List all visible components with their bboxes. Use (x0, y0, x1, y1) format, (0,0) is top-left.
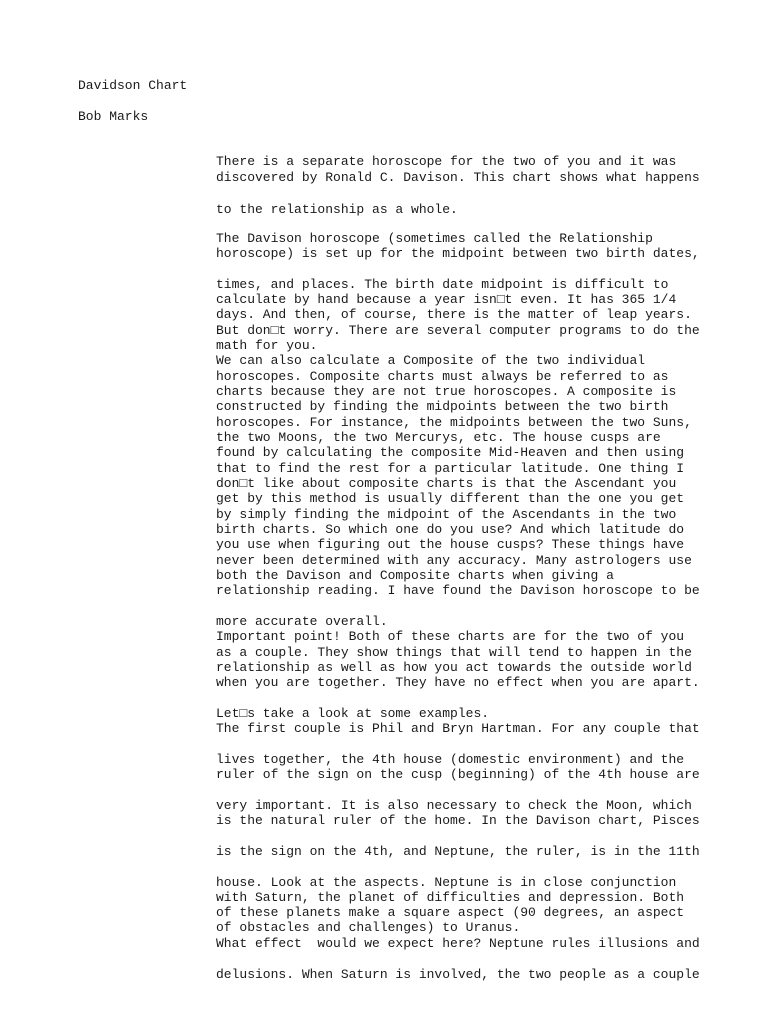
body-line: horoscopes. Composite charts must always be referred to as (216, 369, 669, 384)
body-line: to the relationship as a whole. (216, 202, 458, 217)
body-line: constructed by finding the midpoints between the two birth (216, 399, 669, 414)
body-line: horoscope) is set up for the midpoint between two birth dates, (216, 246, 700, 261)
body-line: birth charts. So which one do you use? And which latitude do (216, 522, 685, 537)
body-line: The first couple is Phil and Bryn Hartman. For any couple that (216, 721, 700, 736)
body-line: more accurate overall. (216, 614, 388, 629)
body-line: calculate by hand because a year isn□t even. It has 365 1/4 (216, 292, 677, 307)
body-line: with Saturn, the planet of difficulties and depression. Both (216, 890, 685, 905)
body-line: of obstacles and challenges) to Uranus. (216, 920, 521, 935)
body-line: But don□t worry. There are several computer programs to do the (216, 323, 700, 338)
body-line: both the Davison and Composite charts when giving a (216, 568, 614, 583)
body-line: We can also calculate a Composite of the two individual (216, 353, 646, 368)
body-line: found by calculating the composite Mid-Heaven and then using (216, 445, 685, 460)
body-line: relationship as well as how you act towards the outside world (216, 660, 692, 675)
document-title: Davidson Chart (78, 78, 188, 93)
body-line: days. And then, of course, there is the matter of leap years. (216, 307, 692, 322)
body-line: discovered by Ronald C. Davison. This chart shows what happens (216, 170, 700, 185)
body-line: very important. It is also necessary to check the Moon, which (216, 798, 692, 813)
body-line: horoscopes. For instance, the midpoints between the two Suns, (216, 415, 692, 430)
body-line: you use when figuring out the house cusps? These things have (216, 537, 685, 552)
body-line: don□t like about composite charts is that the Ascendant you (216, 476, 677, 491)
body-line: charts because they are not true horoscopes. A composite is (216, 384, 677, 399)
body-line: Let□s take a look at some examples. (216, 706, 490, 721)
body-line: of these planets make a square aspect (90 degrees, an aspect (216, 905, 685, 920)
body-line: never been determined with any accuracy. Many astrologers use (216, 553, 692, 568)
body-line: What effect would we expect here? Neptune rules illusions and (216, 936, 700, 951)
body-line: delusions. When Saturn is involved, the two people as a couple (216, 967, 700, 982)
body-line: as a couple. They show things that will tend to happen in the (216, 645, 692, 660)
body-line: lives together, the 4th house (domestic environment) and the (216, 752, 685, 767)
body-line: is the sign on the 4th, and Neptune, the ruler, is in the 11th (216, 844, 700, 859)
body-line: ruler of the sign on the cusp (beginning) of the 4th house are (216, 767, 700, 782)
body-line: the two Moons, the two Mercurys, etc. The house cusps are (216, 430, 661, 445)
body-line: get by this method is usually different than the one you get (216, 491, 685, 506)
body-line: math for you. (216, 338, 318, 353)
body-line: Important point! Both of these charts are for the two of you (216, 629, 685, 644)
body-line: that to find the rest for a particular latitude. One thing I (216, 461, 685, 476)
body-line: is the natural ruler of the home. In the Davison chart, Pisces (216, 813, 700, 828)
document-author: Bob Marks (78, 109, 149, 124)
body-line: when you are together. They have no effect when you are apart. (216, 675, 700, 690)
body-line: times, and places. The birth date midpoint is difficult to (216, 277, 669, 292)
body-line: by simply finding the midpoint of the Ascendants in the two (216, 507, 677, 522)
body-line: The Davison horoscope (sometimes called the Relationship (216, 231, 653, 246)
body-line: There is a separate horoscope for the two of you and it was (216, 154, 677, 169)
body-line: house. Look at the aspects. Neptune is in close conjunction (216, 875, 677, 890)
body-line: relationship reading. I have found the Davison horoscope to be (216, 583, 700, 598)
